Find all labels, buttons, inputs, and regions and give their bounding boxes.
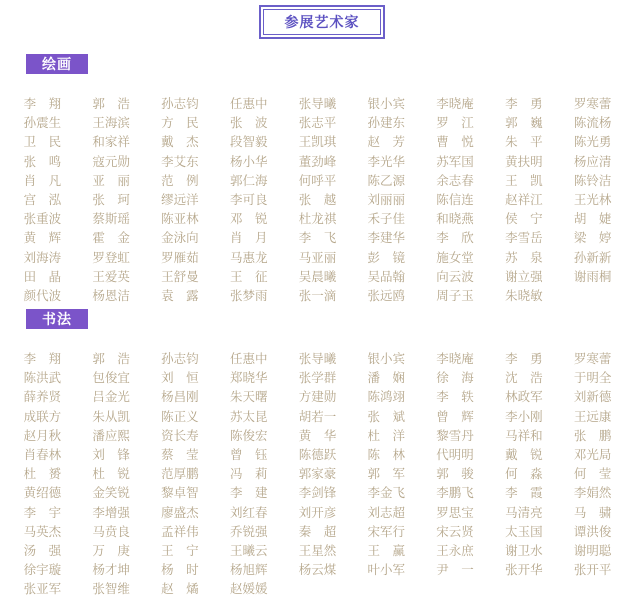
artist-name: 银小宾	[367, 351, 406, 366]
artist-name: 刘 锋	[92, 446, 130, 462]
artist-name: 戴 杰	[161, 134, 199, 150]
artist-name: 张 珂	[92, 191, 130, 207]
artist-name: 向云波	[436, 268, 474, 284]
artist-name: 张一滴	[298, 287, 337, 303]
artist-name: 宋云贤	[436, 523, 474, 539]
artist-name: 缪远洋	[161, 191, 199, 207]
artist-name: 赵祥江	[505, 191, 543, 207]
artist-name: 杨 时	[161, 562, 199, 578]
page-title	[259, 5, 385, 39]
artist-name: 马贲良	[92, 523, 130, 539]
artist-name: 李艾东	[161, 153, 199, 169]
artist-name: 李鹏飞	[436, 485, 474, 501]
artist-name: 王永庶	[436, 542, 474, 558]
artist-name: 潘应熙	[92, 427, 130, 443]
artist-name: 马英杰	[23, 523, 62, 539]
artist-name: 李 勇	[505, 351, 543, 366]
artist-name: 张 鸣	[23, 153, 62, 169]
painting-artist-grid	[0, 94, 627, 305]
artist-name: 太玉国	[505, 523, 543, 539]
artist-name: 郭 骏	[436, 466, 474, 482]
artist-name: 杨小华	[229, 153, 268, 169]
artist-name: 和家祥	[92, 134, 130, 150]
artist-name: 郭 浩	[92, 351, 130, 366]
artist-name: 朱从凯	[92, 408, 130, 424]
artist-name: 王 凯	[505, 172, 543, 188]
artist-name: 曾 辉	[436, 408, 474, 424]
artist-name: 杜龙祺	[298, 211, 337, 227]
artist-name: 薛养贤	[23, 389, 62, 405]
artist-name: 马清亮	[505, 504, 543, 520]
artist-name: 宋军行	[367, 523, 406, 539]
artist-name: 张远鸥	[367, 287, 406, 303]
artist-name: 谢明聪	[573, 542, 612, 558]
artist-name: 谢卫水	[505, 542, 543, 558]
artist-name: 马祥和	[505, 427, 543, 443]
artist-name: 吴晨曦	[298, 268, 337, 284]
artist-name: 张志平	[298, 115, 337, 131]
artist-name: 任惠中	[229, 351, 268, 366]
artist-name: 李剑锋	[298, 485, 337, 501]
artist-name: 戴 锐	[505, 446, 543, 462]
artist-name: 李金飞	[367, 485, 406, 501]
artist-name: 陈鸿翊	[367, 389, 406, 405]
artist-name: 杨旭辉	[229, 562, 268, 578]
artist-name: 刘红春	[229, 504, 268, 520]
artist-name: 郑晓华	[229, 370, 268, 386]
artist-name: 陈亚林	[161, 211, 199, 227]
artist-name: 廖盛杰	[161, 504, 199, 520]
artist-name: 马惠龙	[229, 249, 268, 265]
artist-name: 冯 莉	[229, 466, 268, 482]
artist-name: 李 轶	[436, 389, 474, 405]
artist-name: 朱天曙	[229, 389, 268, 405]
artist-name: 黄 辉	[23, 230, 62, 246]
artist-name: 肖 凡	[23, 172, 62, 188]
artist-name: 张学群	[298, 370, 337, 386]
artist-name: 张开华	[505, 562, 543, 578]
artist-name: 马 骕	[573, 504, 612, 520]
artist-name: 张 鹏	[573, 427, 612, 443]
artist-name: 胡若一	[298, 408, 337, 424]
artist-name: 孟祥伟	[161, 523, 199, 539]
artist-name: 朱晓敏	[505, 287, 543, 303]
artist-name: 曹 悦	[436, 134, 474, 150]
calligraphy-artist-grid	[0, 349, 627, 598]
artist-name: 孙建东	[367, 115, 406, 131]
artist-name: 张导曦	[298, 351, 337, 366]
artist-name: 曾 钰	[229, 446, 268, 462]
artist-name: 郭 军	[367, 466, 406, 482]
artist-name: 刘 恒	[161, 370, 199, 386]
artist-name: 代明明	[436, 446, 474, 462]
artist-name: 黄 华	[298, 427, 337, 443]
artist-name: 赵媛媛	[229, 581, 268, 597]
artist-name: 刘志超	[367, 504, 406, 520]
artist-name: 肖 月	[229, 230, 268, 246]
artist-name: 黎雪丹	[436, 427, 474, 443]
artist-name: 方建勋	[298, 389, 337, 405]
artist-name: 霍 金	[92, 230, 130, 246]
artist-name: 王 赢	[367, 542, 406, 558]
artist-name: 罗登虹	[92, 249, 130, 265]
artist-name: 孙震生	[23, 115, 62, 131]
artist-name: 范厚鹏	[161, 466, 199, 482]
artist-name: 陈洪武	[23, 370, 62, 386]
artist-name: 银小宾	[367, 96, 406, 111]
artist-name: 杜 赟	[23, 466, 62, 482]
section-label-painting: 绘画	[26, 54, 88, 74]
artist-name: 李 翔	[23, 351, 62, 366]
artist-name: 邓光局	[573, 446, 612, 462]
artist-name: 叶小军	[367, 562, 406, 578]
artist-name: 徐宇璇	[23, 562, 62, 578]
artist-name: 张智维	[92, 581, 130, 597]
artist-name: 李 建	[229, 485, 268, 501]
artist-name: 李光华	[367, 153, 406, 169]
artist-name: 邓 锐	[229, 211, 268, 227]
artist-name: 王远康	[573, 408, 612, 424]
page-title-text: 参展艺术家	[263, 9, 381, 35]
artist-name: 肖春林	[23, 446, 62, 462]
artist-name: 王曦云	[229, 542, 268, 558]
artist-name: 谢立强	[505, 268, 543, 284]
artist-name: 李娟然	[573, 485, 612, 501]
artist-name: 郭 浩	[92, 96, 130, 111]
artist-name: 徐 海	[436, 370, 474, 386]
artist-name: 陈正义	[161, 408, 199, 424]
artist-name: 颜代波	[23, 287, 62, 303]
artist-name: 于明全	[573, 370, 612, 386]
artist-name: 尹 一	[436, 562, 474, 578]
artist-name: 杜 锐	[92, 466, 130, 482]
artist-name: 张重波	[23, 211, 62, 227]
artist-name: 卫 民	[23, 134, 62, 150]
artist-name: 赵 芳	[367, 134, 406, 150]
section-label-calligraphy: 书法	[26, 309, 88, 329]
artist-name: 孙新新	[573, 249, 612, 265]
artist-name: 包俊宜	[92, 370, 130, 386]
artist-name: 苏军国	[436, 153, 474, 169]
artist-name: 李增强	[92, 504, 130, 520]
artist-name: 罗思宝	[436, 504, 474, 520]
artist-name: 侯 宁	[505, 211, 543, 227]
artist-name: 王爱英	[92, 268, 130, 284]
artist-name: 刘新德	[573, 389, 612, 405]
artist-name: 张开平	[573, 562, 612, 578]
artist-name: 李 翔	[23, 96, 62, 111]
artist-name: 任惠中	[229, 96, 268, 111]
artist-name: 和晓燕	[436, 211, 474, 227]
artist-name: 李建华	[367, 230, 406, 246]
artist-name: 苏太昆	[229, 408, 268, 424]
artist-name: 马亚丽	[298, 249, 337, 265]
artist-name: 董劲峰	[298, 153, 337, 169]
artist-name: 陈德跃	[298, 446, 337, 462]
artist-name: 梁 婷	[573, 230, 612, 246]
artist-name: 亚 丽	[92, 172, 130, 188]
artist-name: 胡 婕	[573, 211, 612, 227]
artist-name: 张 波	[229, 115, 268, 131]
artist-name: 吕金光	[92, 389, 130, 405]
artist-name: 罗寒蕾	[573, 96, 612, 111]
artist-name: 谭洪俊	[573, 523, 612, 539]
artist-name: 禾子佳	[367, 211, 406, 227]
artist-name: 何 莹	[573, 466, 612, 482]
artist-name: 张亚军	[23, 581, 62, 597]
artist-name: 李小刚	[505, 408, 543, 424]
artist-name: 王光林	[573, 191, 612, 207]
artist-name: 何呼平	[298, 172, 337, 188]
artist-name: 黄扶明	[505, 153, 543, 169]
artist-name: 刘开彦	[298, 504, 337, 520]
artist-name: 施女堂	[436, 249, 474, 265]
artist-name: 袁 露	[161, 287, 199, 303]
artist-name: 王 征	[229, 268, 268, 284]
artist-name: 王 宁	[161, 542, 199, 558]
artist-name: 王凯琪	[298, 134, 337, 150]
artist-name: 蔡斯瑶	[92, 211, 130, 227]
artist-name: 李 勇	[505, 96, 543, 111]
artist-name: 李 欣	[436, 230, 474, 246]
artist-name: 王舒曼	[161, 268, 199, 284]
artist-name: 朱 平	[505, 134, 543, 150]
artist-name: 李晓庵	[436, 351, 474, 366]
artist-name: 李 霞	[505, 485, 543, 501]
artist-name: 王星然	[298, 542, 337, 558]
artist-name: 杜 洋	[367, 427, 406, 443]
artist-name: 李可良	[229, 191, 268, 207]
artist-name: 赵 燏	[161, 581, 199, 597]
artist-name: 张导曦	[298, 96, 337, 111]
artist-name: 杨恩洁	[92, 287, 130, 303]
artist-name: 杨昌刚	[161, 389, 199, 405]
artist-name: 陈信连	[436, 191, 474, 207]
artist-name: 彭 镜	[367, 249, 406, 265]
artist-name: 潘 娴	[367, 370, 406, 386]
artist-name: 罗雁茹	[161, 249, 199, 265]
artist-name: 宫 泓	[23, 191, 62, 207]
artist-name: 黎卓智	[161, 485, 199, 501]
artist-name: 寇元勋	[92, 153, 130, 169]
artist-name: 刘海涛	[23, 249, 62, 265]
artist-name: 金笑锐	[92, 485, 130, 501]
artist-name: 余志春	[436, 172, 474, 188]
artist-name: 罗 江	[436, 115, 474, 131]
artist-name: 李 飞	[298, 230, 337, 246]
artist-name: 秦 超	[298, 523, 337, 539]
artist-name: 金泳向	[161, 230, 199, 246]
artist-name: 张 斌	[367, 408, 406, 424]
artist-name: 陈乙源	[367, 172, 406, 188]
artist-name: 段智毅	[229, 134, 268, 150]
artist-name: 杨才坤	[92, 562, 130, 578]
artist-name: 万 庚	[92, 542, 130, 558]
artist-name: 陈 林	[367, 446, 406, 462]
artist-name: 乔锐强	[229, 523, 268, 539]
artist-name: 杨应清	[573, 153, 612, 169]
artist-name: 田 晶	[23, 268, 62, 284]
artist-name: 罗寒蕾	[573, 351, 612, 366]
artist-name: 郭仁海	[229, 172, 268, 188]
artist-name: 孙志钧	[161, 96, 199, 111]
artist-name: 陈光勇	[573, 134, 612, 150]
artist-name: 方 民	[161, 115, 199, 131]
artist-name: 李晓庵	[436, 96, 474, 111]
artist-name: 郭家豪	[298, 466, 337, 482]
artist-name: 陈俊宏	[229, 427, 268, 443]
artist-name: 吴品翰	[367, 268, 406, 284]
artist-name: 张梦雨	[229, 287, 268, 303]
artist-name: 赵月秋	[23, 427, 62, 443]
artist-name: 何 淼	[505, 466, 543, 482]
artist-name: 蔡 莹	[161, 446, 199, 462]
artist-name: 范 例	[161, 172, 199, 188]
artist-name: 张 越	[298, 191, 337, 207]
artist-name: 陈流杨	[573, 115, 612, 131]
artist-name: 孙志钧	[161, 351, 199, 366]
artist-name: 李 宇	[23, 504, 62, 520]
artist-name: 周子玉	[436, 287, 474, 303]
artist-name: 陈铃洁	[573, 172, 612, 188]
artist-name: 林政军	[505, 389, 543, 405]
artist-name: 谢雨桐	[573, 268, 612, 284]
artist-name: 李雪岳	[505, 230, 543, 246]
artist-name: 汤 强	[23, 542, 62, 558]
artist-name: 郭 巍	[505, 115, 543, 131]
artist-name: 杨云煤	[298, 562, 337, 578]
artist-name: 资长寿	[161, 427, 199, 443]
artist-name: 黄绍德	[23, 485, 62, 501]
artist-name: 成联方	[23, 408, 62, 424]
artist-name: 王海滨	[92, 115, 130, 131]
artist-name: 刘丽丽	[367, 191, 406, 207]
artist-name: 沈 浩	[505, 370, 543, 386]
artist-name: 苏 泉	[505, 249, 543, 265]
